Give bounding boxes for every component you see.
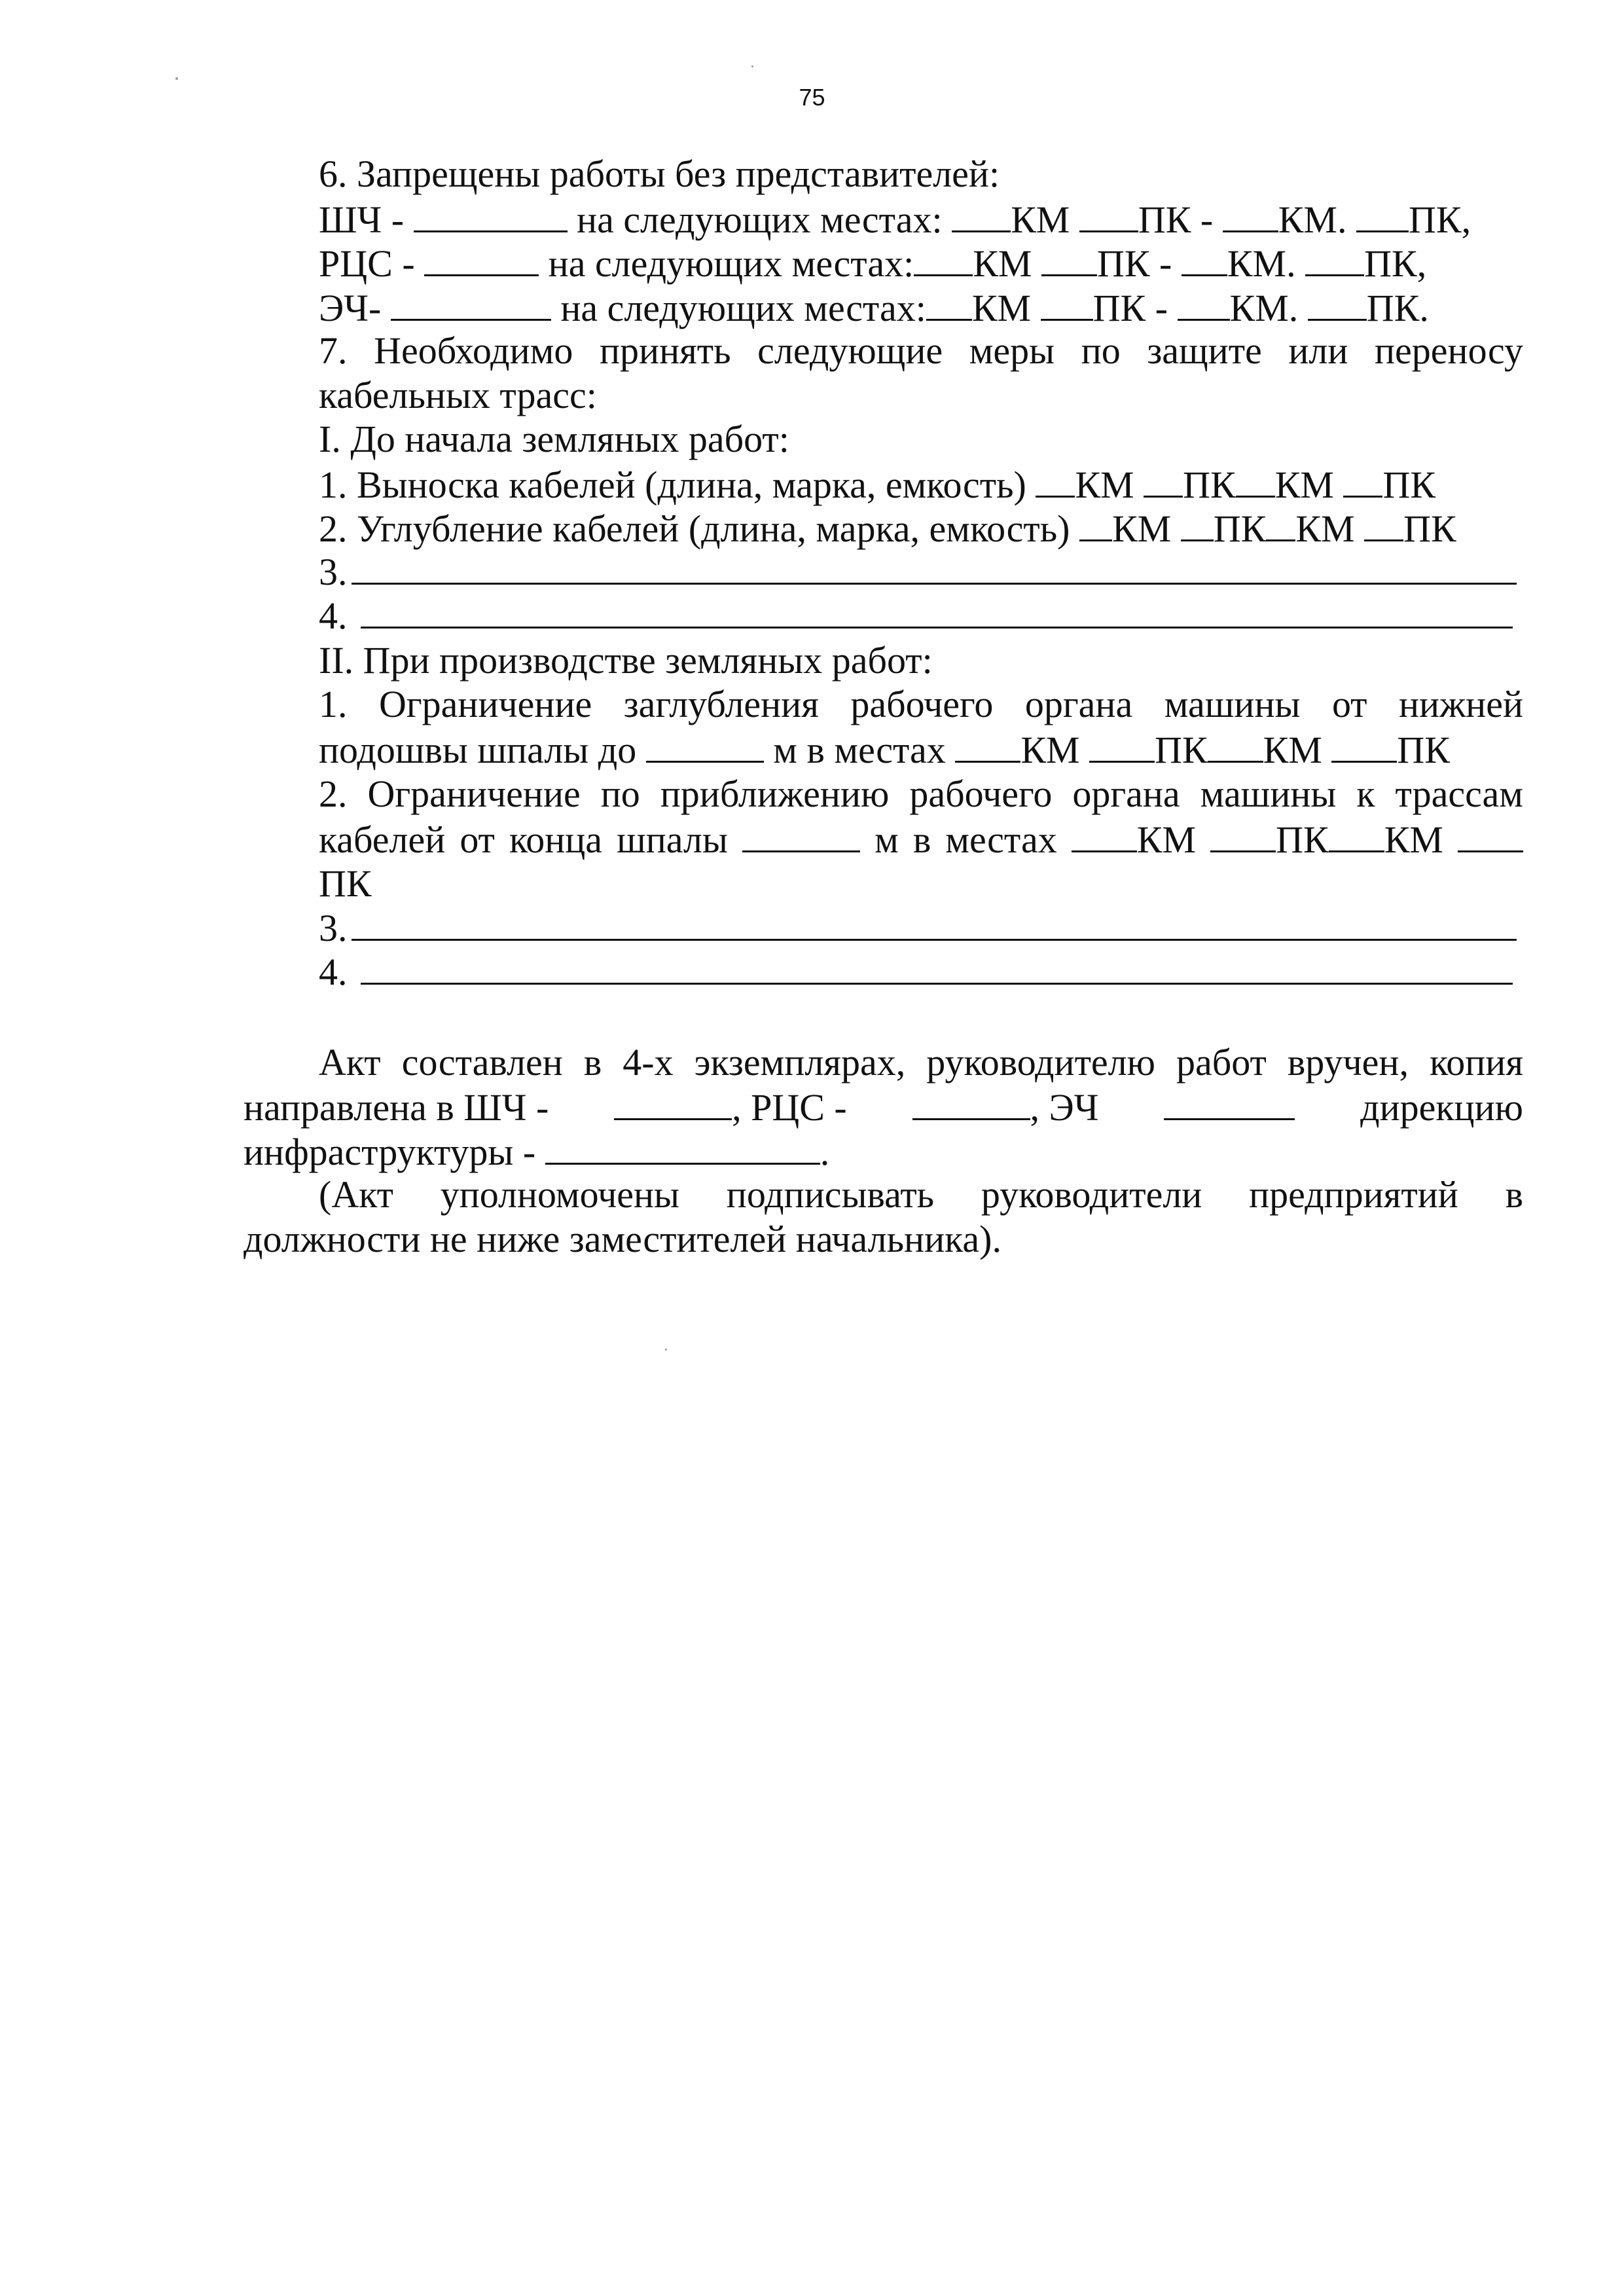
km-label: КМ xyxy=(1263,728,1322,771)
part-1-item-2 xyxy=(244,505,1523,550)
section-7-heading: 7. Необходимо принять следующие меры по защите или переносу кабельных трасс: xyxy=(319,329,1523,416)
places-label: на следующих местах: xyxy=(577,198,943,241)
blank-field[interactable] xyxy=(1041,285,1093,321)
blank-field[interactable] xyxy=(1178,285,1230,321)
item-text: 1. Выноска кабелей (длина, марка, емкость) xyxy=(319,463,1026,506)
spacer xyxy=(244,994,1523,1040)
item-number: 4. xyxy=(319,951,348,993)
section-6-heading: 6. Запрещены работы без представителей: xyxy=(319,153,1000,195)
blank-field[interactable] xyxy=(1144,462,1183,498)
blank-field[interactable] xyxy=(1079,505,1112,541)
blank-field[interactable] xyxy=(1164,1084,1295,1120)
blank-field[interactable] xyxy=(1181,505,1214,541)
part-1-title: I. До начала земляных работ: xyxy=(319,418,789,460)
act-text: инфраструктуры - xyxy=(244,1130,536,1173)
blank-field[interactable] xyxy=(424,240,539,276)
scan-speck xyxy=(751,65,753,67)
act-line-3 xyxy=(244,1129,1523,1173)
blank-field[interactable] xyxy=(1236,462,1275,498)
pk-label: ПК xyxy=(1155,728,1208,771)
blank-field[interactable] xyxy=(1308,285,1367,321)
blank-field[interactable] xyxy=(1210,816,1276,852)
org-label: ЭЧ- xyxy=(319,286,382,329)
act-text: дирекцию xyxy=(1360,1086,1523,1129)
blank-field[interactable] xyxy=(1208,727,1263,763)
part-1-item-1 xyxy=(244,462,1523,506)
blank-field[interactable] xyxy=(1364,505,1403,541)
blank-field[interactable] xyxy=(1305,240,1364,276)
blank-field[interactable] xyxy=(742,816,860,852)
blank-field[interactable] xyxy=(1266,505,1295,541)
part-1-item-4 xyxy=(244,594,1523,638)
km-label: КМ xyxy=(1295,507,1355,550)
org-label: РЦС - xyxy=(319,242,415,285)
blank-field[interactable] xyxy=(1458,816,1523,852)
blank-line-field[interactable] xyxy=(361,950,1513,985)
unit-label: м в местах xyxy=(773,728,946,771)
blank-field[interactable] xyxy=(1036,462,1075,498)
scan-speck xyxy=(175,77,178,80)
blank-field[interactable] xyxy=(545,1129,820,1165)
pk-label: ПК xyxy=(1183,463,1236,506)
part-2-title: II. При производстве земляных работ: xyxy=(319,638,933,682)
blank-field[interactable] xyxy=(952,196,1011,232)
pk-label: ПК - xyxy=(1096,242,1172,285)
section-6-row-shch xyxy=(244,196,1523,241)
km-label: КМ xyxy=(1011,198,1070,241)
part-2-item-3 xyxy=(244,906,1523,951)
pk-label: ПК xyxy=(1382,463,1436,506)
act-text: , РЦС - xyxy=(732,1086,847,1129)
org-label: ШЧ - xyxy=(319,198,405,241)
item-number: 3. xyxy=(319,906,348,949)
pk-label: ПК xyxy=(1397,728,1450,771)
blank-field[interactable] xyxy=(1072,816,1137,852)
km-label: КМ. xyxy=(1227,242,1296,285)
km-label: КМ xyxy=(1111,507,1172,550)
part-2-item-4 xyxy=(244,950,1523,994)
item-number: 3. xyxy=(319,550,348,593)
note-line-2: должности не ниже заместителей начальника). xyxy=(244,1217,1001,1260)
blank-field[interactable] xyxy=(914,240,973,276)
pk-label: ПК, xyxy=(1364,242,1427,285)
blank-field[interactable] xyxy=(646,727,764,763)
blank-field[interactable] xyxy=(1089,727,1155,763)
blank-field[interactable] xyxy=(1079,196,1138,232)
pk-label: ПК xyxy=(1276,818,1329,861)
section-6-row-ech xyxy=(244,285,1523,329)
km-label: КМ xyxy=(1136,818,1197,861)
km-label: КМ. xyxy=(1229,286,1299,329)
blank-field[interactable] xyxy=(1329,816,1384,852)
blank-field[interactable] xyxy=(1356,196,1409,232)
km-label: КМ xyxy=(971,286,1032,329)
pk-label: ПК - xyxy=(1092,286,1168,329)
pk-label: ПК xyxy=(319,862,372,905)
km-label: КМ xyxy=(1075,463,1134,506)
item-number: 4. xyxy=(319,594,348,637)
item-text: 1. Ограничение заглубления рабочего органа машины от нижней подошвы шпалы до xyxy=(319,683,1523,771)
document-body xyxy=(244,152,1523,1261)
km-label: КМ xyxy=(1274,463,1334,506)
part-1-item-3 xyxy=(244,550,1523,594)
km-label: КМ xyxy=(1384,818,1443,861)
item-text: 2. Углубление кабелей (длина, марка, емкость) xyxy=(319,507,1070,550)
blank-field[interactable] xyxy=(926,285,972,321)
act-line-2 xyxy=(244,1084,1523,1129)
blank-field[interactable] xyxy=(1182,240,1227,276)
blank-line-field[interactable] xyxy=(352,906,1517,941)
pk-label: ПК, xyxy=(1409,198,1471,241)
km-label: КМ. xyxy=(1278,198,1347,241)
blank-field[interactable] xyxy=(1041,240,1097,276)
item-text: 2. Ограничение по приближению рабочего органа машины к трассам кабелей от конца шпалы xyxy=(319,773,1523,861)
act-text: направлена в ШЧ - xyxy=(244,1086,549,1129)
unit-label: м в местах xyxy=(875,818,1057,861)
blank-field[interactable] xyxy=(1331,727,1397,763)
pk-label: ПК xyxy=(1213,507,1267,550)
blank-field[interactable] xyxy=(1343,462,1382,498)
places-label: на следующих местах: xyxy=(560,286,926,329)
blank-field[interactable] xyxy=(912,1084,1030,1120)
blank-field[interactable] xyxy=(391,285,551,321)
pk-label: ПК. xyxy=(1366,286,1429,329)
blank-field[interactable] xyxy=(955,727,1020,763)
scan-speck xyxy=(665,1349,667,1351)
blank-field[interactable] xyxy=(414,196,568,232)
pk-label: ПК xyxy=(1403,507,1456,550)
section-6-row-rcs xyxy=(244,240,1523,285)
blank-line-field[interactable] xyxy=(361,594,1513,629)
note-line-1: (Акт уполномочены подписывать руководители предприятий в xyxy=(319,1173,1523,1216)
blank-field[interactable] xyxy=(1223,196,1278,232)
part-2-item-1 xyxy=(244,682,1523,772)
blank-line-field[interactable] xyxy=(352,550,1517,585)
act-line-1: Акт составлен в 4-х экземплярах, руководителю работ вручен, копия xyxy=(319,1040,1523,1084)
part-2-item-2 xyxy=(244,772,1523,906)
blank-field[interactable] xyxy=(614,1084,732,1120)
km-label: КМ xyxy=(1020,728,1080,771)
act-text: . xyxy=(820,1130,830,1173)
places-label: на следующих местах: xyxy=(548,242,914,285)
act-text: , ЭЧ xyxy=(1030,1086,1099,1129)
pk-label: ПК - xyxy=(1138,198,1214,241)
page-number: 75 xyxy=(799,84,825,111)
km-label: КМ xyxy=(973,242,1032,285)
